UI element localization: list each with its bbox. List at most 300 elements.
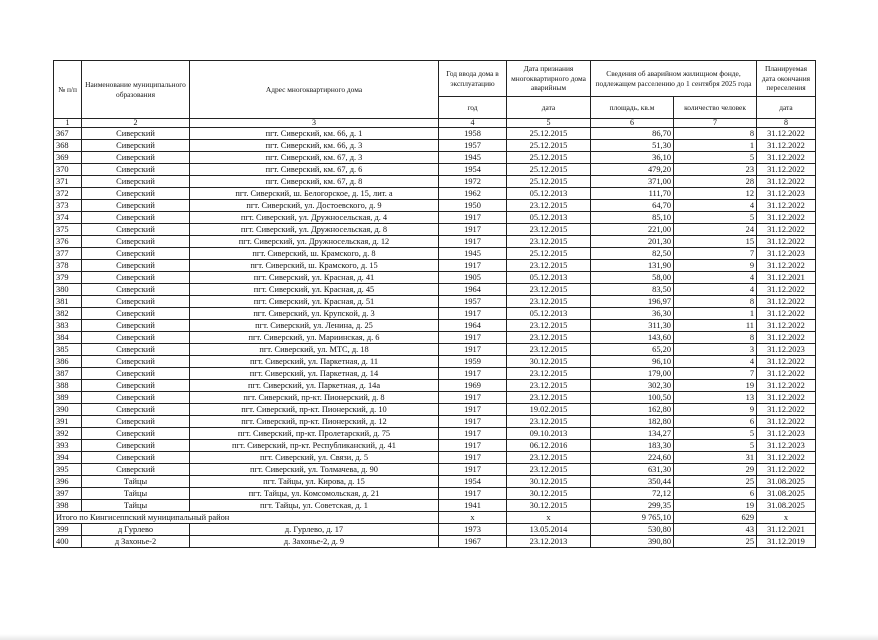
column-number: 7: [674, 119, 757, 128]
row-municipality: Сиверский: [82, 260, 190, 272]
row-people: 19: [674, 500, 757, 512]
table-row: [54, 440, 816, 452]
table-row: [54, 188, 816, 200]
row-municipality: Сиверский: [82, 176, 190, 188]
row-area: 371,00: [591, 176, 674, 188]
row-area: 111,70: [591, 188, 674, 200]
row-municipality: Тайцы: [82, 500, 190, 512]
column-number: 5: [507, 119, 591, 128]
row-planned-end: 31.12.2022: [757, 464, 816, 476]
row-year: 1945: [439, 248, 507, 260]
row-planned-end: 31.08.2025: [757, 488, 816, 500]
row-area: 58,00: [591, 272, 674, 284]
row-recognition-date: 25.12.2015: [507, 164, 591, 176]
subheader-date2: дата: [757, 97, 816, 119]
row-address: д. Гурлево, д. 17: [190, 524, 439, 536]
subheader-people: количество человек: [674, 97, 757, 119]
column-number: 1: [54, 119, 82, 128]
row-year: 1941: [439, 500, 507, 512]
row-num: 379: [54, 272, 82, 284]
row-people: 15: [674, 236, 757, 248]
row-recognition-date: 25.12.2015: [507, 140, 591, 152]
subheader-year: год: [439, 97, 507, 119]
row-num: 386: [54, 356, 82, 368]
row-num: 367: [54, 128, 82, 140]
row-address: пгт. Тайцы, ул. Кирова, д. 15: [190, 476, 439, 488]
row-recognition-date: 23.12.2015: [507, 332, 591, 344]
row-num: 368: [54, 140, 82, 152]
total-label: Итого по Кингисеппский муниципальный район: [54, 512, 439, 524]
row-recognition-date: 23.12.2015: [507, 344, 591, 356]
row-address: пгт. Сиверский, км. 67, д. 8: [190, 176, 439, 188]
row-address: пгт. Сиверский, ш. Белогорское, д. 15, лит. а: [190, 188, 439, 200]
row-num: 391: [54, 416, 82, 428]
row-recognition-date: 23.12.2015: [507, 452, 591, 464]
row-municipality: Сиверский: [82, 200, 190, 212]
header-fund-info: Сведения об аварийном жилищном фонде, подлежащем расселению до 1 сентября 2025 года: [591, 61, 757, 97]
row-recognition-date: 25.12.2015: [507, 128, 591, 140]
total-end: x: [757, 512, 816, 524]
row-address: пгт. Сиверский, ул. Паркетная, д. 14: [190, 368, 439, 380]
row-recognition-date: 25.12.2015: [507, 176, 591, 188]
row-municipality: Сиверский: [82, 452, 190, 464]
row-year: 1950: [439, 200, 507, 212]
row-planned-end: 31.12.2022: [757, 320, 816, 332]
row-recognition-date: 23.12.2015: [507, 260, 591, 272]
row-recognition-date: 09.10.2013: [507, 428, 591, 440]
row-address: пгт. Сиверский, ул. Толмачева, д. 90: [190, 464, 439, 476]
row-planned-end: 31.12.2022: [757, 200, 816, 212]
row-area: 221,00: [591, 224, 674, 236]
row-num: 384: [54, 332, 82, 344]
row-municipality: Сиверский: [82, 212, 190, 224]
row-people: 5: [674, 152, 757, 164]
row-planned-end: 31.12.2022: [757, 404, 816, 416]
header-num: № п/п: [54, 61, 82, 119]
row-num: 390: [54, 404, 82, 416]
row-num: 397: [54, 488, 82, 500]
row-year: 1905: [439, 272, 507, 284]
row-people: 8: [674, 128, 757, 140]
total-year: x: [439, 512, 507, 524]
row-year: 1917: [439, 404, 507, 416]
row-address: пгт. Сиверский, ул. Ленина, д. 25: [190, 320, 439, 332]
row-area: 134,27: [591, 428, 674, 440]
row-planned-end: 31.12.2022: [757, 260, 816, 272]
table-row: [54, 272, 816, 284]
table-row: [54, 380, 816, 392]
row-num: 383: [54, 320, 82, 332]
row-recognition-date: 23.12.2015: [507, 236, 591, 248]
row-year: 1957: [439, 296, 507, 308]
row-people: 25: [674, 536, 757, 548]
scan-edge: [0, 634, 878, 640]
row-year: 1959: [439, 356, 507, 368]
row-year: 1917: [439, 224, 507, 236]
table-row: [54, 368, 816, 380]
row-planned-end: 31.12.2023: [757, 188, 816, 200]
row-people: 4: [674, 284, 757, 296]
row-planned-end: 31.12.2022: [757, 380, 816, 392]
row-planned-end: 31.12.2022: [757, 356, 816, 368]
row-area: 100,50: [591, 392, 674, 404]
row-area: 299,35: [591, 500, 674, 512]
row-planned-end: 31.12.2022: [757, 284, 816, 296]
row-area: 479,20: [591, 164, 674, 176]
table-row: [54, 392, 816, 404]
row-address: пгт. Сиверский, пр-кт. Пролетарский, д. 75: [190, 428, 439, 440]
row-municipality: д Гурлево: [82, 524, 190, 536]
row-people: 5: [674, 212, 757, 224]
row-year: 1917: [439, 236, 507, 248]
table-row: [54, 500, 816, 512]
row-municipality: д Захонье-2: [82, 536, 190, 548]
row-address: пгт. Сиверский, ул. Дружносельская, д. 4: [190, 212, 439, 224]
header-municipality: Наименование муниципального образования: [82, 61, 190, 119]
row-recognition-date: 05.12.2013: [507, 308, 591, 320]
row-year: 1954: [439, 164, 507, 176]
row-municipality: Сиверский: [82, 164, 190, 176]
row-planned-end: 31.12.2022: [757, 164, 816, 176]
row-recognition-date: 05.12.2013: [507, 272, 591, 284]
row-planned-end: 31.08.2025: [757, 500, 816, 512]
row-planned-end: 31.12.2022: [757, 128, 816, 140]
row-recognition-date: 23.12.2015: [507, 392, 591, 404]
table-row: [54, 128, 816, 140]
row-recognition-date: 23.12.2015: [507, 368, 591, 380]
row-num: 375: [54, 224, 82, 236]
row-recognition-date: 23.12.2013: [507, 536, 591, 548]
row-municipality: Сиверский: [82, 332, 190, 344]
row-people: 5: [674, 440, 757, 452]
row-num: 373: [54, 200, 82, 212]
table-row: [54, 224, 816, 236]
table-row: [54, 284, 816, 296]
table-header: [54, 61, 816, 128]
row-address: пгт. Тайцы, ул. Советская, д. 1: [190, 500, 439, 512]
row-year: 1945: [439, 152, 507, 164]
row-municipality: Сиверский: [82, 368, 190, 380]
column-number: 8: [757, 119, 816, 128]
total-row: [54, 512, 816, 524]
row-people: 29: [674, 464, 757, 476]
row-planned-end: 31.12.2023: [757, 344, 816, 356]
row-municipality: Сиверский: [82, 272, 190, 284]
row-num: 394: [54, 452, 82, 464]
row-recognition-date: 23.12.2015: [507, 224, 591, 236]
row-planned-end: 31.12.2022: [757, 416, 816, 428]
row-num: 369: [54, 152, 82, 164]
row-planned-end: 31.12.2019: [757, 536, 816, 548]
row-people: 5: [674, 428, 757, 440]
row-planned-end: 31.12.2022: [757, 212, 816, 224]
row-people: 23: [674, 164, 757, 176]
row-municipality: Сиверский: [82, 404, 190, 416]
header-recognition-date: Дата признания многоквартирного дома аварийным: [507, 61, 591, 97]
row-area: 82,50: [591, 248, 674, 260]
header-address: Адрес многоквартирного дома: [190, 61, 439, 119]
row-people: 4: [674, 200, 757, 212]
row-planned-end: 31.12.2022: [757, 332, 816, 344]
row-address: пгт. Сиверский, пр-кт. Пионерский, д. 10: [190, 404, 439, 416]
row-area: 64,70: [591, 200, 674, 212]
row-planned-end: 31.12.2022: [757, 176, 816, 188]
row-recognition-date: 25.12.2015: [507, 248, 591, 260]
row-people: 6: [674, 416, 757, 428]
row-year: 1917: [439, 464, 507, 476]
row-people: 7: [674, 368, 757, 380]
row-recognition-date: 30.12.2015: [507, 476, 591, 488]
row-area: 83,50: [591, 284, 674, 296]
row-num: 374: [54, 212, 82, 224]
total-people: 629: [674, 512, 757, 524]
row-year: 1972: [439, 176, 507, 188]
row-recognition-date: 30.12.2015: [507, 488, 591, 500]
row-num: 387: [54, 368, 82, 380]
row-people: 1: [674, 140, 757, 152]
row-municipality: Сиверский: [82, 440, 190, 452]
row-recognition-date: 23.12.2015: [507, 200, 591, 212]
column-number: 4: [439, 119, 507, 128]
row-people: 31: [674, 452, 757, 464]
row-recognition-date: 13.05.2014: [507, 524, 591, 536]
header-planned-end: Планируемая дата окончания переселения: [757, 61, 816, 97]
table-row: [54, 308, 816, 320]
row-area: 72,12: [591, 488, 674, 500]
row-people: 1: [674, 308, 757, 320]
row-municipality: Сиверский: [82, 356, 190, 368]
row-municipality: Сиверский: [82, 188, 190, 200]
row-address: пгт. Сиверский, км. 66, д. 1: [190, 128, 439, 140]
row-year: 1958: [439, 128, 507, 140]
header-year-built: Год ввода дома в эксплуатацию: [439, 61, 507, 97]
row-people: 13: [674, 392, 757, 404]
document-page: [53, 60, 815, 548]
row-area: 183,30: [591, 440, 674, 452]
row-area: 131,90: [591, 260, 674, 272]
row-address: пгт. Сиверский, км. 67, д. 6: [190, 164, 439, 176]
row-municipality: Сиверский: [82, 428, 190, 440]
emergency-housing-table: [53, 60, 816, 548]
row-municipality: Сиверский: [82, 236, 190, 248]
table-row: [54, 452, 816, 464]
column-number: 6: [591, 119, 674, 128]
row-area: 51,30: [591, 140, 674, 152]
row-address: пгт. Сиверский, ул. Красная, д. 51: [190, 296, 439, 308]
row-people: 3: [674, 344, 757, 356]
row-people: 9: [674, 404, 757, 416]
row-year: 1917: [439, 368, 507, 380]
row-planned-end: 31.12.2021: [757, 272, 816, 284]
row-people: 28: [674, 176, 757, 188]
row-recognition-date: 25.12.2015: [507, 152, 591, 164]
row-recognition-date: 05.12.2013: [507, 212, 591, 224]
table-row: [54, 536, 816, 548]
column-number: 2: [82, 119, 190, 128]
row-year: 1954: [439, 476, 507, 488]
subheader-area: площадь, кв.м: [591, 97, 674, 119]
row-address: пгт. Сиверский, ул. МТС, д. 18: [190, 344, 439, 356]
row-municipality: Сиверский: [82, 308, 190, 320]
row-area: 224,60: [591, 452, 674, 464]
row-address: пгт. Сиверский, ул. Красная, д. 45: [190, 284, 439, 296]
row-area: 86,70: [591, 128, 674, 140]
row-people: 8: [674, 296, 757, 308]
row-municipality: Сиверский: [82, 416, 190, 428]
row-year: 1957: [439, 140, 507, 152]
row-municipality: Сиверский: [82, 140, 190, 152]
row-people: 11: [674, 320, 757, 332]
row-year: 1917: [439, 308, 507, 320]
row-municipality: Сиверский: [82, 284, 190, 296]
table-row: [54, 176, 816, 188]
row-area: 201,30: [591, 236, 674, 248]
row-planned-end: 31.12.2022: [757, 392, 816, 404]
row-num: 371: [54, 176, 82, 188]
row-municipality: Сиверский: [82, 464, 190, 476]
row-num: 396: [54, 476, 82, 488]
row-num: 377: [54, 248, 82, 260]
row-people: 9: [674, 260, 757, 272]
row-year: 1917: [439, 332, 507, 344]
row-planned-end: 31.08.2025: [757, 476, 816, 488]
row-num: 400: [54, 536, 82, 548]
row-municipality: Сиверский: [82, 296, 190, 308]
table-row: [54, 344, 816, 356]
row-people: 24: [674, 224, 757, 236]
row-planned-end: 31.12.2022: [757, 236, 816, 248]
row-municipality: Тайцы: [82, 476, 190, 488]
row-planned-end: 31.12.2023: [757, 248, 816, 260]
row-address: пгт. Сиверский, ш. Крамского, д. 8: [190, 248, 439, 260]
table-row: [54, 212, 816, 224]
row-planned-end: 31.12.2022: [757, 368, 816, 380]
row-address: пгт. Сиверский, пр-кт. Пионерский, д. 12: [190, 416, 439, 428]
row-num: 392: [54, 428, 82, 440]
row-year: 1917: [439, 392, 507, 404]
row-num: 398: [54, 500, 82, 512]
row-address: пгт. Сиверский, ул. Дружносельская, д. 12: [190, 236, 439, 248]
total-date: x: [507, 512, 591, 524]
row-recognition-date: 30.12.2015: [507, 500, 591, 512]
row-people: 4: [674, 356, 757, 368]
table-row: [54, 488, 816, 500]
row-year: 1917: [439, 452, 507, 464]
row-address: пгт. Сиверский, ул. Красная, д. 41: [190, 272, 439, 284]
row-year: 1917: [439, 428, 507, 440]
row-area: 390,80: [591, 536, 674, 548]
table-row: [54, 464, 816, 476]
row-num: 381: [54, 296, 82, 308]
row-year: 1964: [439, 284, 507, 296]
row-address: пгт. Сиверский, ш. Крамского, д. 15: [190, 260, 439, 272]
row-address: пгт. Сиверский, ул. Мариинская, д. 6: [190, 332, 439, 344]
row-planned-end: 31.12.2022: [757, 152, 816, 164]
row-municipality: Тайцы: [82, 488, 190, 500]
row-year: 1917: [439, 416, 507, 428]
row-municipality: Сиверский: [82, 392, 190, 404]
row-year: 1917: [439, 488, 507, 500]
row-people: 25: [674, 476, 757, 488]
row-recognition-date: 30.12.2015: [507, 356, 591, 368]
row-area: 311,30: [591, 320, 674, 332]
row-area: 143,60: [591, 332, 674, 344]
row-address: пгт. Сиверский, км. 67, д. 3: [190, 152, 439, 164]
row-area: 182,80: [591, 416, 674, 428]
row-people: 12: [674, 188, 757, 200]
row-address: пгт. Тайцы, ул. Комсомольская, д. 21: [190, 488, 439, 500]
table-row: [54, 200, 816, 212]
table-row: [54, 404, 816, 416]
row-planned-end: 31.12.2023: [757, 440, 816, 452]
row-num: 388: [54, 380, 82, 392]
row-year: 1973: [439, 524, 507, 536]
row-recognition-date: 23.12.2015: [507, 296, 591, 308]
subheader-date: дата: [507, 97, 591, 119]
total-area: 9 765,10: [591, 512, 674, 524]
row-area: 530,80: [591, 524, 674, 536]
table-row: [54, 320, 816, 332]
row-people: 4: [674, 272, 757, 284]
row-recognition-date: 23.12.2015: [507, 416, 591, 428]
row-year: 1964: [439, 320, 507, 332]
row-area: 350,44: [591, 476, 674, 488]
row-municipality: Сиверский: [82, 344, 190, 356]
row-municipality: Сиверский: [82, 320, 190, 332]
table-row: [54, 140, 816, 152]
row-people: 7: [674, 248, 757, 260]
row-people: 8: [674, 332, 757, 344]
row-area: 36,10: [591, 152, 674, 164]
row-recognition-date: 05.12.2013: [507, 188, 591, 200]
row-year: 1967: [439, 536, 507, 548]
row-num: 382: [54, 308, 82, 320]
column-numbers-row: [54, 119, 816, 128]
row-num: 399: [54, 524, 82, 536]
row-recognition-date: 23.12.2015: [507, 320, 591, 332]
table-row: [54, 428, 816, 440]
row-address: д. Захонье-2, д. 9: [190, 536, 439, 548]
row-num: 393: [54, 440, 82, 452]
row-planned-end: 31.12.2022: [757, 140, 816, 152]
table-row: [54, 476, 816, 488]
row-year: 1969: [439, 380, 507, 392]
row-address: пгт. Сиверский, км. 66, д. 3: [190, 140, 439, 152]
row-planned-end: 31.12.2023: [757, 428, 816, 440]
row-recognition-date: 06.12.2016: [507, 440, 591, 452]
row-people: 6: [674, 488, 757, 500]
row-year: 1917: [439, 212, 507, 224]
row-recognition-date: 23.12.2015: [507, 380, 591, 392]
row-people: 43: [674, 524, 757, 536]
column-number: 3: [190, 119, 439, 128]
table-row: [54, 164, 816, 176]
row-municipality: Сиверский: [82, 224, 190, 236]
row-area: 196,97: [591, 296, 674, 308]
row-year: 1962: [439, 188, 507, 200]
row-municipality: Сиверский: [82, 380, 190, 392]
row-address: пгт. Сиверский, ул. Крупской, д. 3: [190, 308, 439, 320]
row-num: 378: [54, 260, 82, 272]
row-year: 1917: [439, 440, 507, 452]
table-row: [54, 356, 816, 368]
table-row: [54, 236, 816, 248]
row-address: пгт. Сиверский, ул. Дружносельская, д. 8: [190, 224, 439, 236]
table-row: [54, 416, 816, 428]
row-area: 36,30: [591, 308, 674, 320]
row-planned-end: 31.12.2022: [757, 308, 816, 320]
row-people: 19: [674, 380, 757, 392]
